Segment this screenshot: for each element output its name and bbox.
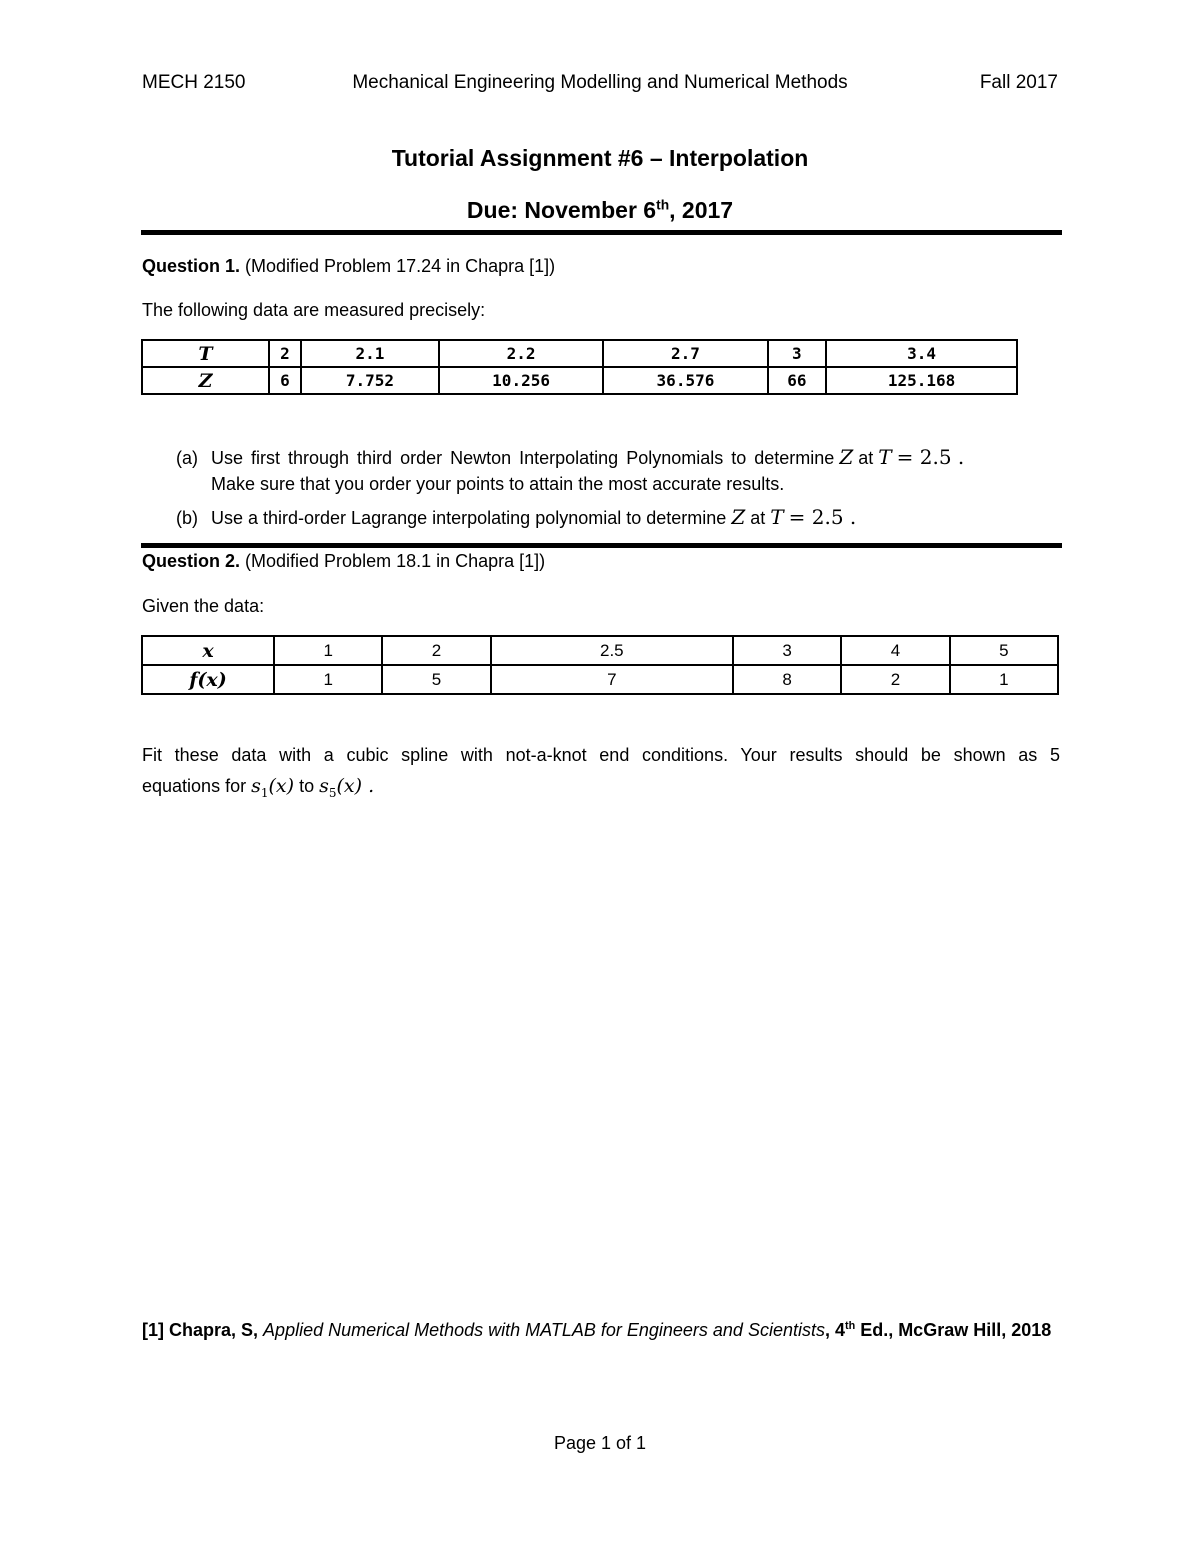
table-header-cell: T bbox=[142, 340, 269, 367]
table-cell: 66 bbox=[768, 367, 826, 394]
table-header-cell: f(x) bbox=[142, 665, 274, 694]
question-1-data-table bbox=[141, 339, 1018, 395]
table-cell: 7 bbox=[491, 665, 733, 694]
question-2-data-table bbox=[141, 635, 1059, 695]
table-cell: 2.5 bbox=[491, 636, 733, 665]
question-2-heading: Question 2. (Modified Problem 18.1 in Chapra [1]) bbox=[142, 551, 546, 571]
question-2-instructions bbox=[142, 740, 1060, 809]
table-cell: 2.7 bbox=[603, 340, 767, 367]
section-divider bbox=[141, 230, 1062, 235]
table-cell: 5 bbox=[950, 636, 1058, 665]
table-cell: 3.4 bbox=[826, 340, 1017, 367]
table-cell: 8 bbox=[733, 665, 841, 694]
question-2-instructions-line-1: Fit these data with a cubic spline with not-a-knot end conditions. Your results should be shown as 5 bbox=[142, 745, 1060, 765]
question-1-intro: The following data are measured precisely: bbox=[142, 300, 486, 320]
due-date: Due: November 6th, 2017 bbox=[466, 197, 734, 223]
table-cell: 2 bbox=[841, 665, 949, 694]
table-row bbox=[142, 665, 1058, 694]
table-cell: 4 bbox=[841, 636, 949, 665]
assignment-title: Tutorial Assignment #6 – Interpolation bbox=[391, 145, 809, 171]
table-cell: 6 bbox=[269, 367, 301, 394]
table-cell: 2 bbox=[269, 340, 301, 367]
section-divider bbox=[141, 543, 1062, 548]
table-cell: 36.576 bbox=[603, 367, 767, 394]
question-2-intro: Given the data: bbox=[142, 596, 265, 616]
term: Fall 2017 bbox=[979, 72, 1058, 93]
table-row bbox=[142, 367, 1017, 394]
table-cell: 125.168 bbox=[826, 367, 1017, 394]
course-name: Mechanical Engineering Modelling and Numerical Methods bbox=[352, 72, 848, 93]
table-cell: 2.1 bbox=[301, 340, 439, 367]
question-2-instructions-line-2: equations for $s_1(x)$ to $s_5(x)$ . bbox=[142, 775, 375, 800]
question-1-part-b: (b) Use a third-order Lagrange interpolating polynomial to determine Z at T = 2.5 . bbox=[176, 505, 857, 529]
question-1-heading: Question 1. (Modified Problem 17.24 in Chapra [1]) bbox=[142, 256, 556, 276]
table-cell: 3 bbox=[768, 340, 826, 367]
table-header-cell: x bbox=[142, 636, 274, 665]
table-row bbox=[142, 340, 1017, 367]
table-cell: 5 bbox=[382, 665, 490, 694]
table-cell: 1 bbox=[274, 636, 382, 665]
table-row bbox=[142, 636, 1058, 665]
table-header-cell: Z bbox=[142, 367, 269, 394]
question-1-part-a-line-2: Make sure that you order your points to attain the most accurate results. bbox=[211, 474, 785, 494]
table-cell: 10.256 bbox=[439, 367, 603, 394]
table-cell: 2.2 bbox=[439, 340, 603, 367]
table-cell: 1 bbox=[274, 665, 382, 694]
page-number: Page 1 of 1 bbox=[553, 1433, 647, 1453]
course-code: MECH 2150 bbox=[142, 72, 246, 93]
table-cell: 3 bbox=[733, 636, 841, 665]
table-cell: 7.752 bbox=[301, 367, 439, 394]
table-cell: 2 bbox=[382, 636, 490, 665]
reference-citation: [1] Chapra, S, Applied Numerical Methods with MATLAB for Engineers and Scientists, 4th Ed., McGraw Hill, 2018 bbox=[142, 1320, 1052, 1340]
question-1-part-a: (a) Use first through third order Newton Interpolating Polynomials to determine Z at T = 2.5 . bbox=[176, 445, 965, 469]
table-cell: 1 bbox=[950, 665, 1058, 694]
